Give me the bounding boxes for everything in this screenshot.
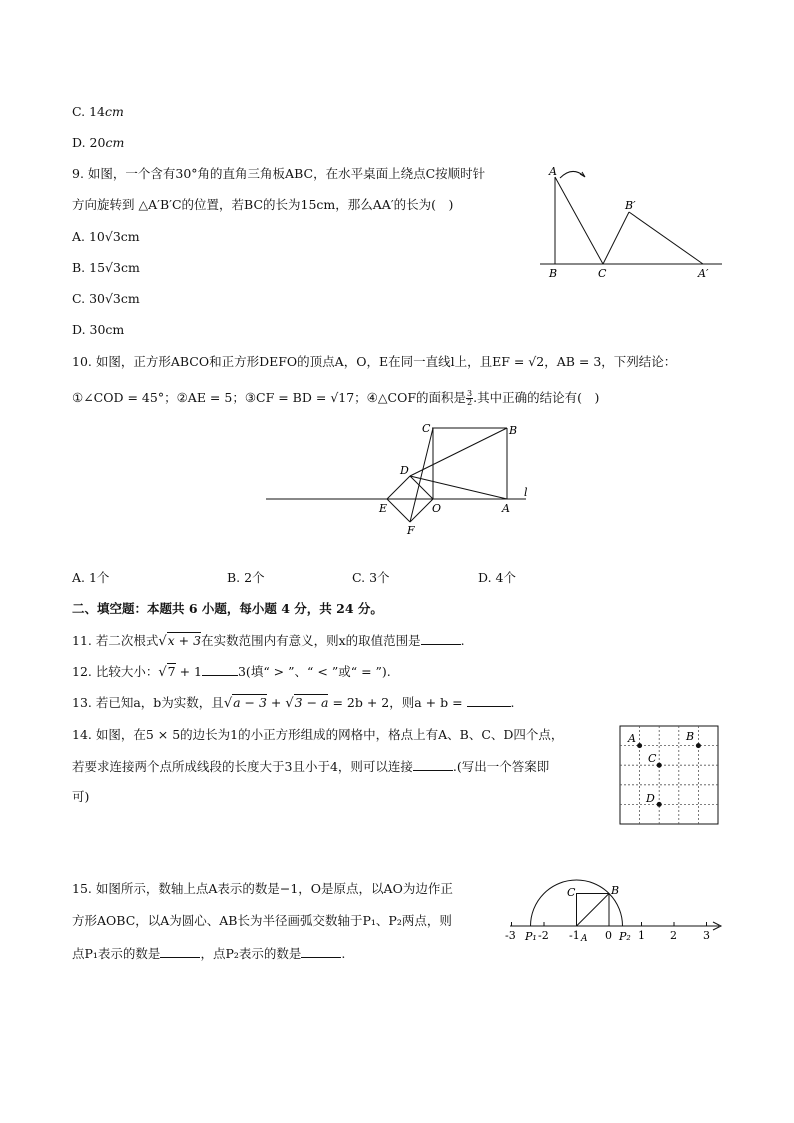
q10-stem-line2: ①∠COD = 45°；②AE = 5；③CF = BD = √17；④△COF的面积是 $\frac{3}{2}$ .其中正确的结论有( ) bbox=[72, 389, 600, 407]
q10-option-a: A. 1个 bbox=[72, 570, 110, 585]
q15-tick-1: 1 bbox=[638, 929, 645, 942]
q15-answer-blank-2[interactable] bbox=[301, 945, 341, 958]
q15-tick-minus1: -1 bbox=[569, 929, 580, 942]
q9-stem-line1: 9. 如图，一个含有30°角的直角三角板ABC，在水平桌面上绕点C按顺时针 bbox=[72, 166, 486, 181]
q15-stem-line3: 点P₁表示的数是 ，点P₂表示的数是 . bbox=[72, 946, 346, 961]
q15-numberline-figure bbox=[505, 880, 727, 946]
q13-text: 13. 若已知a，b为实数，且√a − 3 + √3 − a = 2b + 2，则a + b = . bbox=[72, 695, 515, 711]
q9-option-b: B. 15√3cm bbox=[72, 260, 140, 275]
q14-stem-line1: 14. 如图，在5 × 5的边长为1的小正方形组成的网格中，格点上有A、B、C、D四个点， bbox=[72, 727, 564, 742]
q14-label-c: C bbox=[648, 752, 657, 765]
q10-option-b: B. 2个 bbox=[227, 570, 265, 585]
q9-label-a: A bbox=[549, 165, 557, 178]
q9-option-d: D. 30cm bbox=[72, 322, 125, 337]
q10-option-c: C. 3个 bbox=[352, 570, 390, 585]
q15-label-a: A bbox=[581, 934, 588, 944]
q12-text: 12. 比较大小：√7 + 1 3(填“ > ”、“ < ”或“ = ”). bbox=[72, 664, 391, 680]
q9-option-c: C. 30√3cm bbox=[72, 291, 140, 306]
section-2-title: 二、填空题：本题共 6 小题，每小题 4 分，共 24 分。 bbox=[72, 601, 383, 616]
q10-label-c: C bbox=[422, 422, 431, 435]
q13-answer-blank[interactable] bbox=[467, 694, 511, 707]
q9-label-c: C bbox=[598, 267, 607, 280]
q14-label-b: B bbox=[686, 730, 695, 743]
q10-label-d: D bbox=[400, 464, 409, 477]
q15-stem-line2: 方形AOBC，以A为圆心、AB长为半径画弧交数轴于P₁、P₂两点，则 bbox=[72, 913, 452, 928]
q9-figure bbox=[540, 162, 730, 282]
q9-label-b-prime: B′ bbox=[625, 199, 636, 212]
q9-label-b: B bbox=[549, 267, 558, 280]
q10-label-l: l bbox=[524, 486, 528, 499]
q10-label-o: O bbox=[432, 502, 442, 515]
q9-label-a-prime: A′ bbox=[698, 267, 709, 280]
q8-option-d: D. 20cm bbox=[72, 135, 125, 150]
q15-tick-minus2: -2 bbox=[538, 929, 549, 942]
q10-option-d: D. 4个 bbox=[478, 570, 516, 585]
q14-stem-line3: 可) bbox=[72, 789, 90, 804]
q15-label-c: C bbox=[567, 886, 576, 899]
q14-grid-figure bbox=[620, 726, 720, 826]
q15-tick-2: 2 bbox=[670, 929, 677, 942]
q15-tick-minus3: -3 bbox=[505, 929, 516, 942]
q15-label-b: B bbox=[611, 884, 620, 897]
q9-stem-line2: 方向旋转到 △A′B′C的位置，若BC的长为15cm，那么AA′的长为( ) bbox=[72, 197, 454, 212]
q8-option-c: C. 14cm bbox=[72, 104, 124, 119]
q15-label-p2: P₂ bbox=[619, 930, 631, 943]
q11-answer-blank[interactable] bbox=[421, 632, 461, 645]
q14-stem-line2: 若要求连接两个点所成线段的长度大于3且小于4，则可以连接 .(写出一个答案即 bbox=[72, 759, 550, 774]
q15-tick-3: 3 bbox=[703, 929, 710, 942]
q10-label-f: F bbox=[407, 524, 415, 537]
q14-label-d: D bbox=[646, 792, 655, 805]
q11-text: 11. 若二次根式√x + 3在实数范围内有意义，则x的取值范围是 . bbox=[72, 633, 465, 649]
q15-label-p1: P₁ bbox=[525, 930, 537, 943]
q10-label-e: E bbox=[379, 502, 388, 515]
q15-answer-blank-1[interactable] bbox=[160, 945, 200, 958]
q10-label-a: A bbox=[502, 502, 510, 515]
q12-answer-blank[interactable] bbox=[202, 663, 238, 676]
q15-stem-line1: 15. 如图所示，数轴上点A表示的数是−1，O是原点，以AO为边作正 bbox=[72, 881, 453, 896]
q14-label-a: A bbox=[628, 732, 636, 745]
q9-option-a: A. 10√3cm bbox=[72, 229, 140, 244]
q14-answer-blank[interactable] bbox=[413, 758, 453, 771]
q10-label-b: B bbox=[509, 424, 518, 437]
q10-stem-line1: 10. 如图，正方形ABCO和正方形DEFO的顶点A，O，E在同一直线l上，且EF = √2，AB = 3，下列结论： bbox=[72, 354, 677, 369]
q10-figure bbox=[262, 418, 542, 540]
q15-tick-zero: 0 bbox=[605, 929, 612, 942]
